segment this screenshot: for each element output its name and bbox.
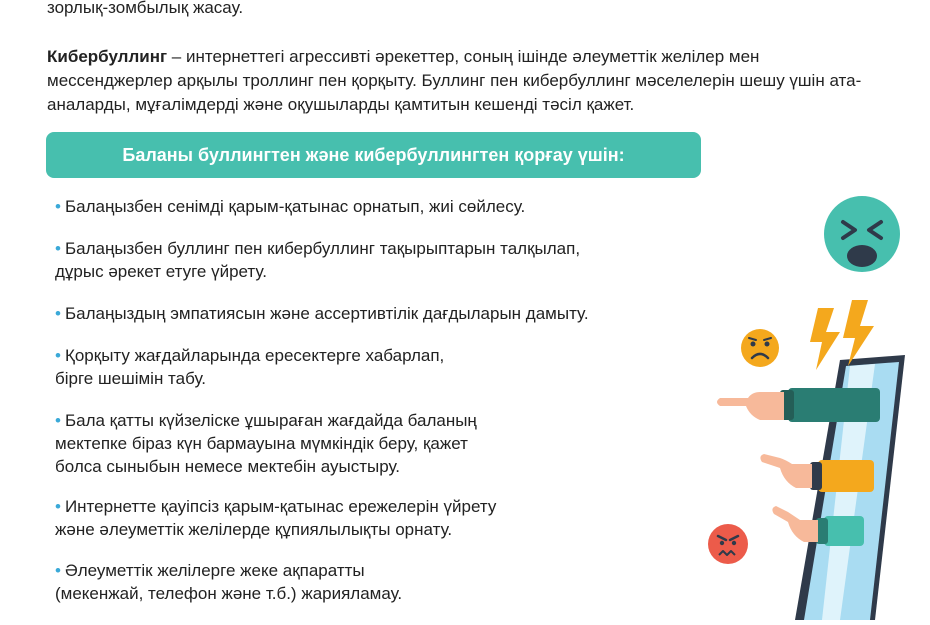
section-banner: Баланы буллингтен және кибербуллингтен қорғау үшін: [46, 132, 701, 178]
bullet-icon: • [55, 197, 61, 216]
bullet-icon: • [55, 411, 61, 430]
tip-line: бірге шешімін табу. [55, 369, 206, 388]
bullet-icon: • [55, 304, 61, 323]
bullet-icon: • [55, 561, 61, 580]
tip-line: Интернетте қауіпсіз қарым-қатынас ережелерін үйрету [64, 497, 497, 516]
tip-line: Әлеуметтік желілерге жеке ақпаратты [64, 561, 365, 580]
sad-emoji-icon [741, 329, 779, 367]
tip-line: болса сыныбын немесе мектебін ауыстыру. [55, 457, 400, 476]
bullet-icon: • [55, 239, 61, 258]
tip-item [55, 302, 705, 325]
tip-line: Балаңызбен сенімді қарым-қатынас орнатып, жиі сөйлесу. [64, 197, 526, 216]
tip-line: және әлеуметтік желілерде құпиялылықты орнату. [55, 520, 453, 539]
tip-item [55, 559, 705, 605]
tip-item [55, 344, 705, 390]
tip-item [55, 495, 705, 541]
cyberbullying-definition [47, 45, 887, 117]
screaming-emoji-icon [824, 196, 900, 272]
tip-line: Бала қатты күйзеліске ұшыраған жағдайда баланың [64, 411, 477, 430]
angry-emoji-icon [708, 524, 748, 564]
intro-fragment: зорлық-зомбылық жасау. [47, 0, 244, 17]
tip-line: Балаңыздың эмпатиясын және ассертивтілік дағдыларын дамыту. [64, 304, 589, 323]
tip-line: (мекенжай, телефон және т.б.) жарияламау. [55, 584, 403, 603]
term-cyberbullying: Кибербуллинг [47, 47, 168, 66]
bullet-icon: • [55, 346, 61, 365]
tip-line: Балаңызбен буллинг пен кибербуллинг тақырыптарын талқылап, [64, 239, 581, 258]
tip-item [55, 195, 705, 218]
bullet-icon: • [55, 497, 61, 516]
illustration-svg [700, 180, 930, 620]
tip-item [55, 409, 705, 478]
tip-item [55, 237, 705, 283]
tip-line: мектепке біраз күн бармауына мүмкіндік беру, қажет [55, 434, 468, 453]
definition-text: – интернеттегі агрессивті әрекеттер, соның ішінде әлеуметтік желілер мен мессенджерлер арқылы троллинг пен қорқыту. Буллинг пен кибербуллинг мәселелерін шешу үшін ата-аналарды, мұғалімдерді және оқушыларды қамтитын кешенді тәсіл қажет. [47, 47, 862, 114]
tip-line: Қорқыту жағдайларында ересектерге хабарлап, [64, 346, 445, 365]
pointing-hand-icon [717, 388, 880, 422]
cyberbullying-illustration [700, 180, 930, 620]
tip-line: дұрыс әрекет етуге үйрету. [55, 262, 267, 281]
